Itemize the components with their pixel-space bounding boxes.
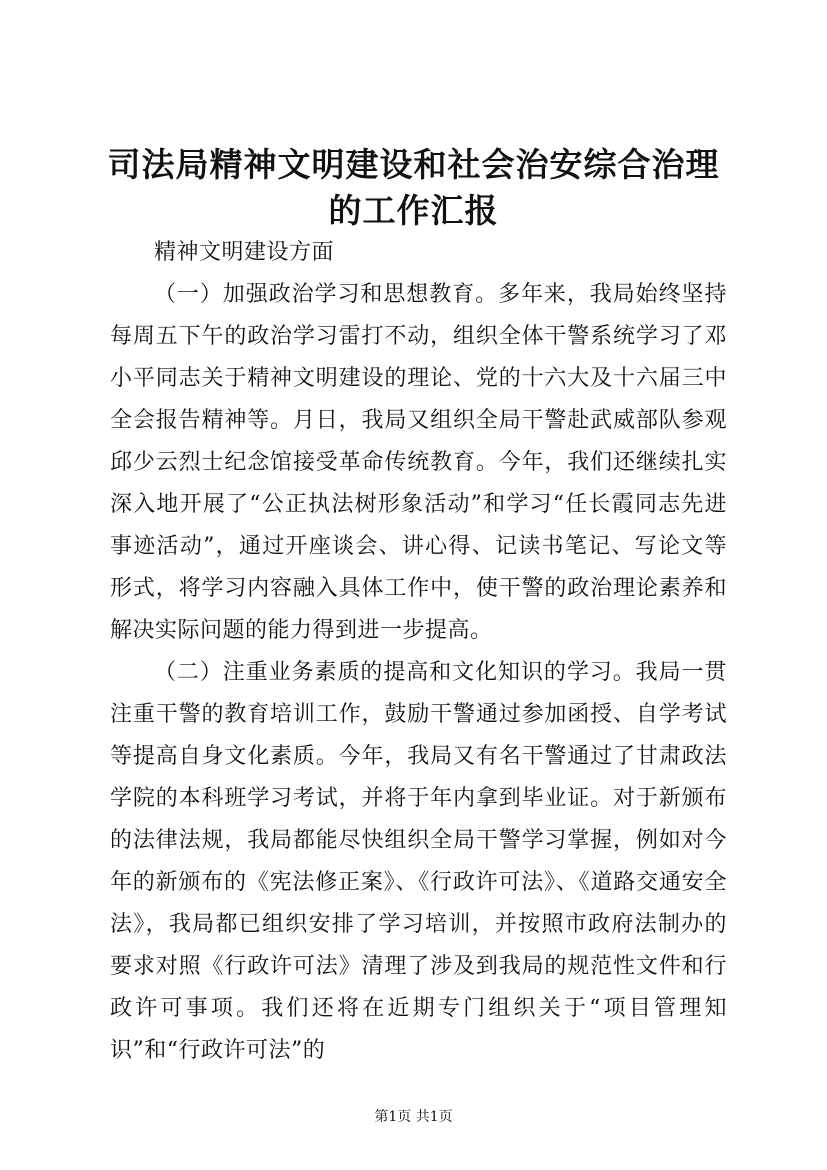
document-body [110,232,727,1072]
document-title: 司法局精神文明建设和社会治安综合治理的工作汇报 [107,145,720,230]
paragraph-professional-quality: （二）注重业务素质的提高和文化知识的学习。我局一贯注重干警的教育培训工作，鼓励干警通过参加函授、自学考试等提高自身文化素质。今年，我局又有名干警通过了甘肃政法学院的本科班学习考试，并将于年内拿到毕业证。对于新颁布的法律法规，我局都能尽快组织全局干警学习掌握，例如对今年的新颁布的《宪法修正案》、《行政许可法》、《道路交通安全法》，我局都已组织安排了学习培训，并按照市政府法制办的要求对照《行政许可法》清理了涉及到我局的规范性文件和行政许可事项。我们还将在近期专门组织关于“项目管理知识”和“行政许可法”的 [110,660,727,1063]
paragraph-political-study: （一）加强政治学习和思想教育。多年来，我局始终坚持每周五下午的政治学习雷打不动，组织全体干警系统学习了邓小平同志关于精神文明建设的理论、党的十六大及十六届三中全会报告精神等。月日，我局又组织全局干警赴武威部队参观邱少云烈士纪念馆接受革命传统教育。今年，我们还继续扎实深入地开展了“公正执法树形象活动”和学习“任长霞同志先进事迹活动”，通过开座谈会、讲心得、记读书笔记、写论文等形式，将学习内容融入具体工作中，使干警的政治理论素养和解决实际问题的能力得到进一步提高。 [110,282,727,643]
page-number-footer: 第1页 共1页 [374,1109,453,1125]
section-heading: 精神文明建设方面 [154,240,335,265]
